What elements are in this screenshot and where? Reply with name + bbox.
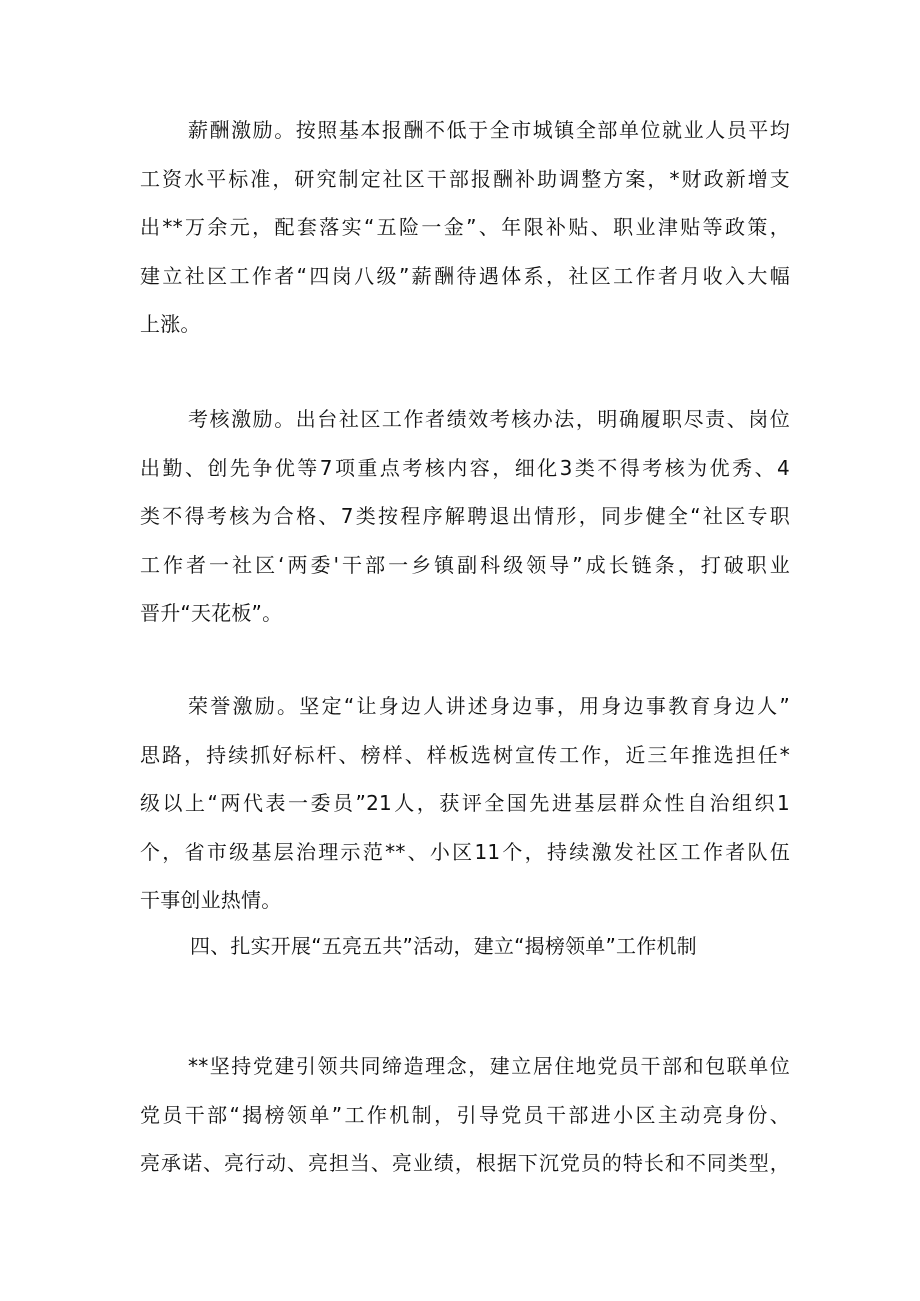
text-line: 出**万余元，配套落实“五险一金”、年限补贴、职业津贴等政策，: [140, 215, 790, 240]
text-line: 荣誉激励。坚定“让身边人讲述身边事，用身边事教育身边人”: [188, 694, 790, 718]
paragraph-honor-incentive: [140, 682, 790, 925]
text-line: 晋升“天花板”。: [140, 601, 283, 626]
paragraph-party-building: [140, 1042, 790, 1188]
text-line: 工资水平标准，研究制定社区干部报酬补助调整方案，*财政新增支: [140, 166, 790, 191]
text-line: 思路，持续抓好标杆、榜样、样板选树宣传工作，近三年推选担任*: [140, 742, 790, 767]
text-line: 个，省市级基层治理示范**、小区11个，持续激发社区工作者队伍: [140, 839, 790, 864]
section-heading: 四、扎实开展“五亮五共”活动，建立“揭榜领单”工作机制: [190, 934, 697, 958]
text-line: 薪酬激励。按照基本报酬不低于全市城镇全部单位就业人员平均: [188, 118, 790, 142]
paragraph-assessment-incentive: [140, 395, 790, 638]
text-line: 类不得考核为合格、7类按程序解聘退出情形，同步健全“社区专职: [140, 504, 790, 529]
text-line: 考核激励。出台社区工作者绩效考核办法，明确履职尽责、岗位: [188, 407, 790, 431]
text-line: 出勤、创先争优等7项重点考核内容，细化3类不得考核为优秀、4: [140, 455, 790, 480]
text-line: 亮承诺、亮行动、亮担当、亮业绩，根据下沉党员的特长和不同类型，: [140, 1151, 790, 1176]
text-line: 工作者一社区‘两委'干部一乡镇副科级领导”成长链条，打破职业: [140, 552, 790, 577]
text-line: **坚持党建引领共同缔造理念，建立居住地党员干部和包联单位: [188, 1054, 790, 1078]
text-line: 级以上“两代表一委员”21人，获评全国先进基层群众性自治组织1: [140, 791, 790, 816]
text-line: 党员干部“揭榜领单”工作机制，引导党员干部进小区主动亮身份、: [140, 1102, 790, 1127]
text-line: 建立社区工作者“四岗八级”薪酬待遇体系，社区工作者月收入大幅: [140, 263, 790, 288]
text-line: 干事创业热情。: [140, 888, 282, 913]
text-line: 上涨。: [140, 312, 201, 337]
paragraph-salary-incentive: [140, 106, 790, 349]
